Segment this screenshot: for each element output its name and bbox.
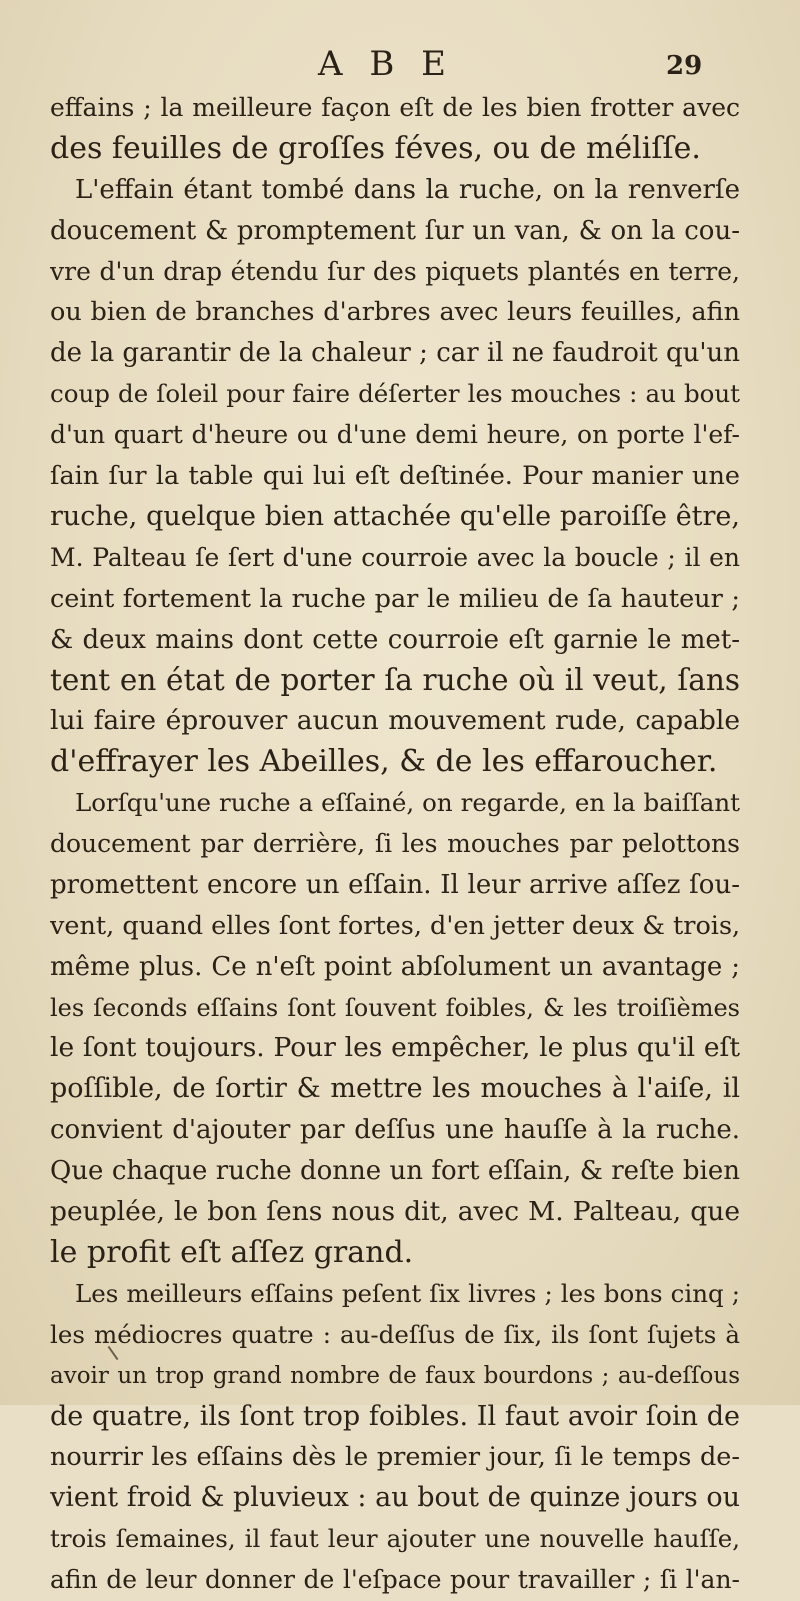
text-line: lui faire éprouver aucun mouvement rude, capable bbox=[50, 705, 740, 737]
text-line: vent, quand elles ſont fortes, d'en jetter deux & trois, bbox=[50, 910, 740, 941]
text-line: Les meilleurs eſſains peſent ſix livres ; les bons cinq ; bbox=[75, 1278, 740, 1308]
text-line: ſain ſur la table qui lui eſt deſtinée. Pour manier une bbox=[50, 461, 740, 492]
text-line: ruche, quelque bien attachée qu'elle paroiſſe être, bbox=[50, 500, 740, 532]
text-line: le ſont toujours. Pour les empêcher, le plus qu'il eſt bbox=[50, 1032, 740, 1064]
text-line: vre d'un drap étendu ſur des piquets plantés en terre, bbox=[50, 256, 740, 286]
body-text bbox=[50, 88, 740, 1601]
text-line: afin de leur donner de l'eſpace pour travailler ; ſi l'an- bbox=[50, 1565, 740, 1595]
page-number: 29 bbox=[666, 51, 703, 81]
running-head bbox=[0, 44, 800, 84]
text-line: d'un quart d'heure ou d'une demi heure, on porte l'ef- bbox=[50, 420, 740, 450]
text-line: promettent encore un eſſain. Il leur arrive aſſez ſou- bbox=[50, 869, 740, 900]
text-line: poſſible, de ſortir & mettre les mouches à l'aiſe, il bbox=[50, 1073, 740, 1105]
text-line: de quatre, ils ſont trop foibles. Il faut avoir ſoin de bbox=[50, 1400, 740, 1432]
text-line: avoir un trop grand nombre de faux bourdons ; au-deſſous bbox=[50, 1362, 740, 1389]
text-line: le profit eſt aſſez grand. bbox=[50, 1234, 414, 1270]
text-line: nourrir les eſſains dès le premier jour, ſi le temps de- bbox=[50, 1442, 740, 1473]
text-line: ceint fortement la ruche par le milieu de ſa hauteur ; bbox=[50, 583, 740, 614]
running-head-title: A B E bbox=[318, 44, 454, 84]
text-line: ou bien de branches d'arbres avec leurs feuilles, afin bbox=[50, 297, 740, 328]
text-line: tent en état de porter ſa ruche où il veut, ſans bbox=[50, 663, 740, 698]
text-line: L'effain étant tombé dans la ruche, on la renverſe bbox=[75, 174, 740, 205]
text-line: doucement & promptement ſur un van, & on la cou- bbox=[50, 215, 740, 246]
text-line: effains ; la meilleure façon eſt de les bien frotter avec bbox=[50, 93, 740, 122]
text-line: doucement par derrière, ſi les mouches par pelottons bbox=[50, 829, 740, 859]
text-line: M. Palteau ſe ſert d'une courroie avec la boucle ; il en bbox=[50, 542, 740, 572]
text-line: trois ſemaines, il faut leur ajouter une nouvelle hauſſe, bbox=[50, 1524, 740, 1554]
text-line: même plus. Ce n'eſt point abſolument un avantage ; bbox=[50, 951, 740, 982]
text-line: les médiocres quatre : au-deſſus de ſix, ils ſont ſujets à bbox=[50, 1319, 740, 1349]
text-line: Lorſqu'une ruche a eſſainé, on regarde, en la baiſſant bbox=[75, 788, 740, 818]
text-line: d'effrayer les Abeilles, & de les effaroucher. bbox=[50, 744, 718, 780]
text-line: coup de ſoleil pour faire déſerter les mouches : au bout bbox=[50, 379, 740, 409]
text-line: vient froid & pluvieux : au bout de quinze jours ou bbox=[50, 1482, 740, 1514]
text-line: peuplée, le bon ſens nous dit, avec M. Palteau, que bbox=[50, 1196, 740, 1228]
text-line: convient d'ajouter par deſſus une hauſſe à la ruche. bbox=[50, 1115, 740, 1146]
text-line: Que chaque ruche donne un fort eſſain, & reſte bien bbox=[50, 1156, 740, 1187]
text-line: les ſeconds eſſains ſont ſouvent foibles, & les troiſièmes bbox=[50, 993, 740, 1022]
text-line: de la garantir de la chaleur ; car il ne faudroit qu'un bbox=[50, 338, 740, 369]
text-line: & deux mains dont cette courroie eſt garnie le met- bbox=[50, 624, 740, 655]
text-line: des feuilles de groſſes féves, ou de méliſſe. bbox=[50, 130, 701, 166]
